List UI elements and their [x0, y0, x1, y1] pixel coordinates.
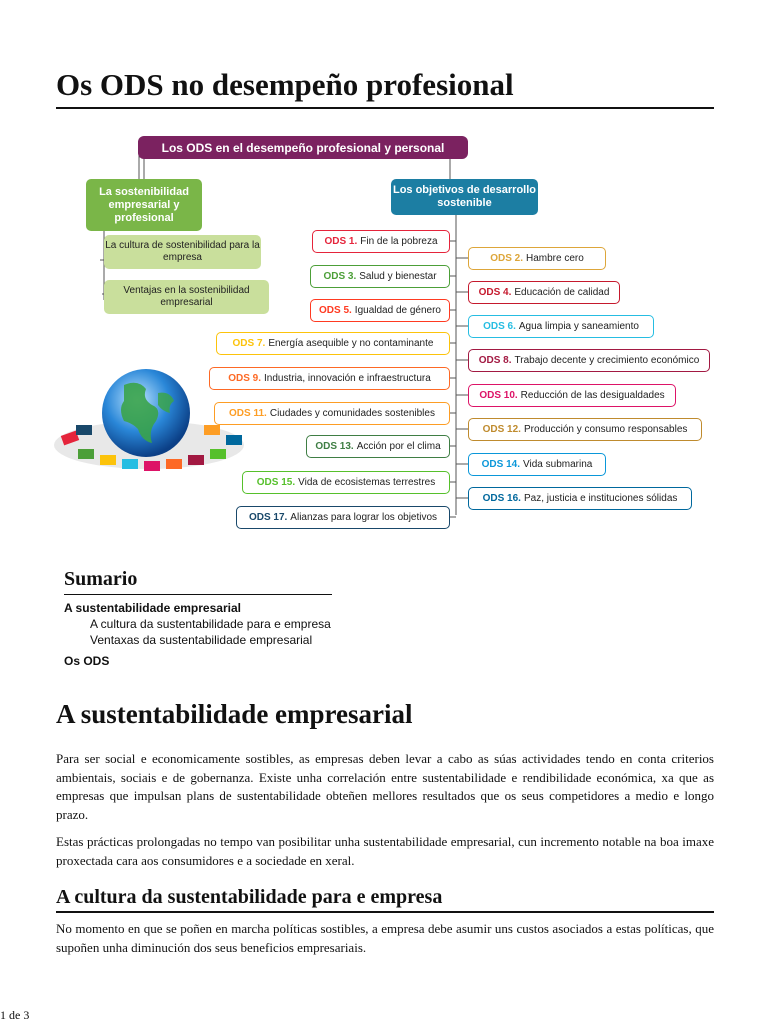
ods-text: Producción y consumo responsables: [523, 423, 688, 435]
paragraph: No momento en que se poñen en marcha políticas sostibles, a empresa debe asumir uns custos asociados a estas políticas, que supoñen unha diminución dos seus beneficios empresariais.: [56, 921, 714, 955]
diagram-left-head: La sostenibilidad empresarial y profesional: [86, 179, 202, 231]
ods-item: [468, 384, 676, 407]
ods-code: ODS 4.: [478, 286, 512, 298]
ods-item: [468, 349, 710, 372]
diagram-root: Los ODS en el desempeño profesional y personal: [138, 136, 468, 159]
ods-code: ODS 14.: [481, 458, 521, 470]
ods-text: Fin de la pobreza: [360, 235, 438, 247]
ods-text: Vida de ecosistemas terrestres: [298, 476, 436, 488]
ods-code: ODS 2.: [490, 252, 523, 264]
ods-item: [310, 265, 450, 288]
ods-item: [306, 435, 450, 458]
ods-code: ODS 3.: [323, 270, 357, 282]
ods-text: Igualdad de género: [354, 304, 441, 316]
page-title: Os ODS no desempeño profesional: [56, 66, 714, 109]
ods-item: [312, 230, 450, 253]
ods-item: [468, 418, 702, 441]
ods-item: [310, 299, 450, 322]
ods-code: ODS 10.: [479, 389, 518, 401]
summary-link-ventaxas[interactable]: Ventaxas da sustentabilidade empresarial: [90, 633, 313, 647]
globe-illustration: [54, 363, 254, 483]
ods-text: Industria, innovación e infraestructura: [264, 372, 431, 384]
ods-text: Energía asequible y no contaminante: [268, 337, 434, 349]
page-number: 1 de 3: [0, 1008, 30, 1022]
ods-item: [468, 281, 620, 304]
ods-code: ODS 17.: [248, 511, 288, 523]
ods-text: Reducción de las desigualdades: [520, 389, 665, 401]
ods-item: [468, 247, 606, 270]
diagram-right-head: Los objetivos de desarrollo sostenible: [391, 179, 538, 215]
ods-text: Trabajo decente y crecimiento económico: [514, 354, 700, 366]
ods-code: ODS 12.: [482, 423, 521, 435]
summary-link-sustentabilidade[interactable]: A sustentabilidade empresarial: [64, 601, 241, 615]
ods-code: ODS 15.: [256, 476, 296, 488]
ods-item: [468, 453, 606, 476]
section-heading: A sustentabilidade empresarial: [56, 699, 413, 729]
paragraph: Para ser social e economicamente sostibles, as empresas deben levar a cabo as súas actividades tendo en conta criterios ambientais, sociais e de gobernanza. Existe unha correlación entre sustentabilidade e rendibilidade económica, xa que as empresas que impulsan plans de sustentabilidade obteñen mellores resultados que os seus competidores a medio e longo prazo.: [56, 751, 714, 822]
paragraph: Estas prácticas prolongadas no tempo van posibilitar unha sustentabilidade empresarial, cun incremento notable na boa imaxe proxectada cara aos consumidores e a sociedade en xeral.: [56, 834, 714, 868]
ods-code: ODS 6.: [483, 320, 516, 332]
ods-code: ODS 11.: [229, 407, 267, 419]
ods-item: [216, 332, 450, 355]
ods-code: ODS 9.: [228, 372, 262, 384]
ods-text: Agua limpia y saneamiento: [518, 320, 639, 332]
ods-text: Salud y bienestar: [359, 270, 437, 282]
summary-link-ods[interactable]: Os ODS: [64, 654, 110, 668]
ods-code: ODS 8.: [478, 354, 512, 366]
summary: [64, 566, 332, 669]
ods-diagram: [54, 133, 714, 533]
summary-title: Sumario: [64, 566, 332, 595]
ods-text: Paz, justicia e instituciones sólidas: [523, 492, 678, 504]
diagram-left-item: La cultura de sostenibilidad para la empresa: [104, 235, 261, 269]
diagram-left-item: Ventajas en la sostenibilidad empresarial: [104, 280, 269, 314]
ods-item: [468, 315, 654, 338]
ods-code: ODS 13.: [315, 440, 354, 452]
summary-link-cultura[interactable]: A cultura da sustentabilidade para e empresa: [90, 617, 331, 631]
ods-text: Educación de calidad: [514, 286, 610, 298]
ods-text: Vida submarina: [523, 458, 593, 470]
ods-code: ODS 16.: [482, 492, 521, 504]
ods-item: [242, 471, 450, 494]
ods-text: Alianzas para lograr los objetivos: [290, 511, 438, 523]
ods-item: [468, 487, 692, 510]
ods-text: Acción por el clima: [356, 440, 441, 452]
ods-text: Ciudades y comunidades sostenibles: [269, 407, 435, 419]
ods-code: ODS 1.: [324, 235, 358, 247]
ods-text: Hambre cero: [525, 252, 584, 264]
ods-code: ODS 5.: [319, 304, 352, 316]
ods-code: ODS 7.: [232, 337, 266, 349]
subsection-heading: A cultura da sustentabilidade para e empresa: [56, 884, 714, 913]
ods-item: [236, 506, 450, 529]
